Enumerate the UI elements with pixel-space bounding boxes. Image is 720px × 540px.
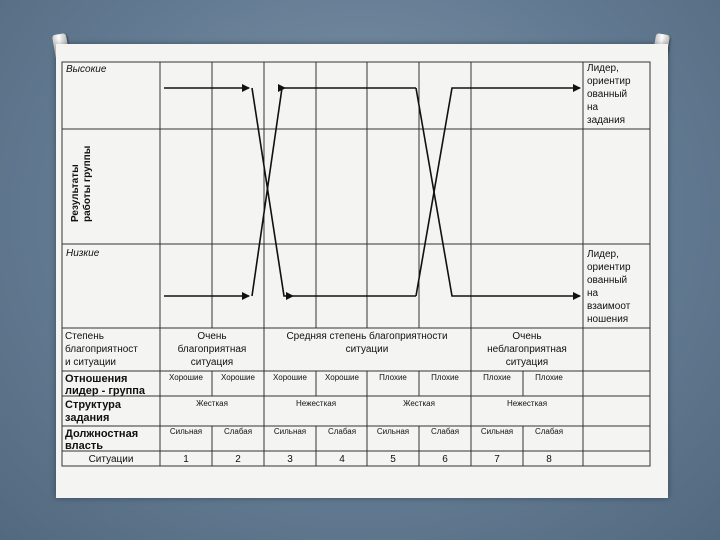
svg-text:2: 2 bbox=[235, 454, 241, 465]
favorability-label bbox=[65, 331, 138, 368]
svg-text:Сильная: Сильная bbox=[273, 427, 307, 436]
svg-text:неблагоприятная: неблагоприятная bbox=[487, 344, 567, 355]
svg-text:Нежесткая: Нежесткая bbox=[506, 399, 548, 408]
svg-text:благоприятная: благоприятная bbox=[177, 344, 247, 355]
svg-text:Средняя степень благоприятност: Средняя степень благоприятности bbox=[286, 331, 448, 342]
svg-text:Хорошие: Хорошие bbox=[169, 373, 203, 382]
svg-text:благоприятност: благоприятност bbox=[65, 344, 138, 355]
svg-text:Плохие: Плохие bbox=[483, 373, 511, 382]
leader-curves bbox=[164, 88, 580, 296]
svg-text:8: 8 bbox=[546, 454, 552, 465]
svg-text:ориентир: ориентир bbox=[587, 76, 631, 87]
very-unfavorable-label bbox=[487, 331, 567, 368]
very-favorable-label bbox=[178, 331, 247, 368]
svg-text:3: 3 bbox=[287, 454, 293, 465]
svg-text:Хорошие: Хорошие bbox=[325, 373, 359, 382]
svg-text:Лидер,: Лидер, bbox=[587, 63, 619, 74]
svg-text:задания: задания bbox=[65, 412, 110, 424]
svg-text:Слабая: Слабая bbox=[327, 427, 357, 436]
svg-text:Сильная: Сильная bbox=[169, 427, 203, 436]
svg-text:Слабая: Слабая bbox=[223, 427, 253, 436]
svg-text:Степень: Степень bbox=[65, 331, 104, 342]
svg-text:Хорошие: Хорошие bbox=[273, 373, 307, 382]
y-title-line2: работы группы bbox=[82, 145, 93, 222]
situations-row-label: Ситуации bbox=[88, 454, 134, 465]
svg-text:ситуация: ситуация bbox=[505, 357, 549, 368]
axis-low-label: Низкие bbox=[66, 248, 100, 259]
svg-text:Отношения: Отношения bbox=[65, 373, 128, 385]
situation-numbers bbox=[183, 454, 552, 465]
relation-leader-note bbox=[587, 249, 631, 325]
fiedler-model-diagram bbox=[56, 44, 668, 498]
svg-text:Сильная: Сильная bbox=[376, 427, 410, 436]
task-leader-note bbox=[587, 63, 631, 126]
svg-text:ситуации: ситуации bbox=[345, 344, 389, 355]
svg-text:ориентир: ориентир bbox=[587, 262, 631, 273]
svg-text:ношения: ношения bbox=[587, 314, 629, 325]
svg-text:ованный: ованный bbox=[587, 89, 628, 100]
svg-text:5: 5 bbox=[390, 454, 396, 465]
svg-text:Структура: Структура bbox=[65, 399, 121, 411]
svg-text:Очень: Очень bbox=[512, 331, 542, 342]
svg-text:Слабая: Слабая bbox=[430, 427, 460, 436]
svg-text:власть: власть bbox=[65, 440, 103, 452]
slide bbox=[56, 44, 668, 498]
medium-favorable-label bbox=[286, 330, 447, 355]
svg-text:задания: задания bbox=[587, 115, 626, 126]
svg-text:Сильная: Сильная bbox=[480, 427, 514, 436]
svg-text:взаимоот: взаимоот bbox=[587, 301, 631, 312]
table-grid bbox=[62, 62, 650, 466]
svg-text:лидер - группа: лидер - группа bbox=[65, 385, 146, 397]
arrowhead-icon bbox=[286, 292, 294, 300]
svg-text:ситуация: ситуация bbox=[190, 357, 234, 368]
svg-text:Хорошие: Хорошие bbox=[221, 373, 255, 382]
relations-row-label bbox=[65, 373, 146, 397]
structure-values bbox=[196, 399, 547, 408]
relation-line-middle bbox=[252, 88, 416, 296]
svg-text:на: на bbox=[587, 102, 599, 113]
svg-text:1: 1 bbox=[183, 454, 189, 465]
svg-text:Плохие: Плохие bbox=[379, 373, 407, 382]
svg-text:7: 7 bbox=[494, 454, 500, 465]
power-row-label bbox=[65, 428, 138, 452]
svg-text:Слабая: Слабая bbox=[534, 427, 564, 436]
svg-text:Плохие: Плохие bbox=[535, 373, 563, 382]
svg-text:Очень: Очень bbox=[197, 331, 227, 342]
svg-text:Нежесткая: Нежесткая bbox=[295, 399, 337, 408]
svg-text:Должностная: Должностная bbox=[65, 428, 139, 440]
svg-text:Плохие: Плохие bbox=[431, 373, 459, 382]
svg-text:на: на bbox=[587, 288, 599, 299]
svg-text:Жесткая: Жесткая bbox=[403, 399, 435, 408]
svg-text:Лидер,: Лидер, bbox=[587, 249, 619, 260]
structure-row-label bbox=[65, 399, 122, 424]
task-line-middle bbox=[252, 88, 416, 296]
svg-text:6: 6 bbox=[442, 454, 448, 465]
svg-text:4: 4 bbox=[339, 454, 345, 465]
axis-high-label: Высокие bbox=[66, 64, 107, 75]
svg-text:Жесткая: Жесткая bbox=[196, 399, 228, 408]
power-values bbox=[170, 427, 563, 436]
svg-text:ованный: ованный bbox=[587, 275, 628, 286]
relations-values bbox=[169, 373, 563, 382]
svg-text:и ситуации: и ситуации bbox=[65, 357, 116, 368]
y-title-line1: Результаты bbox=[70, 164, 81, 222]
